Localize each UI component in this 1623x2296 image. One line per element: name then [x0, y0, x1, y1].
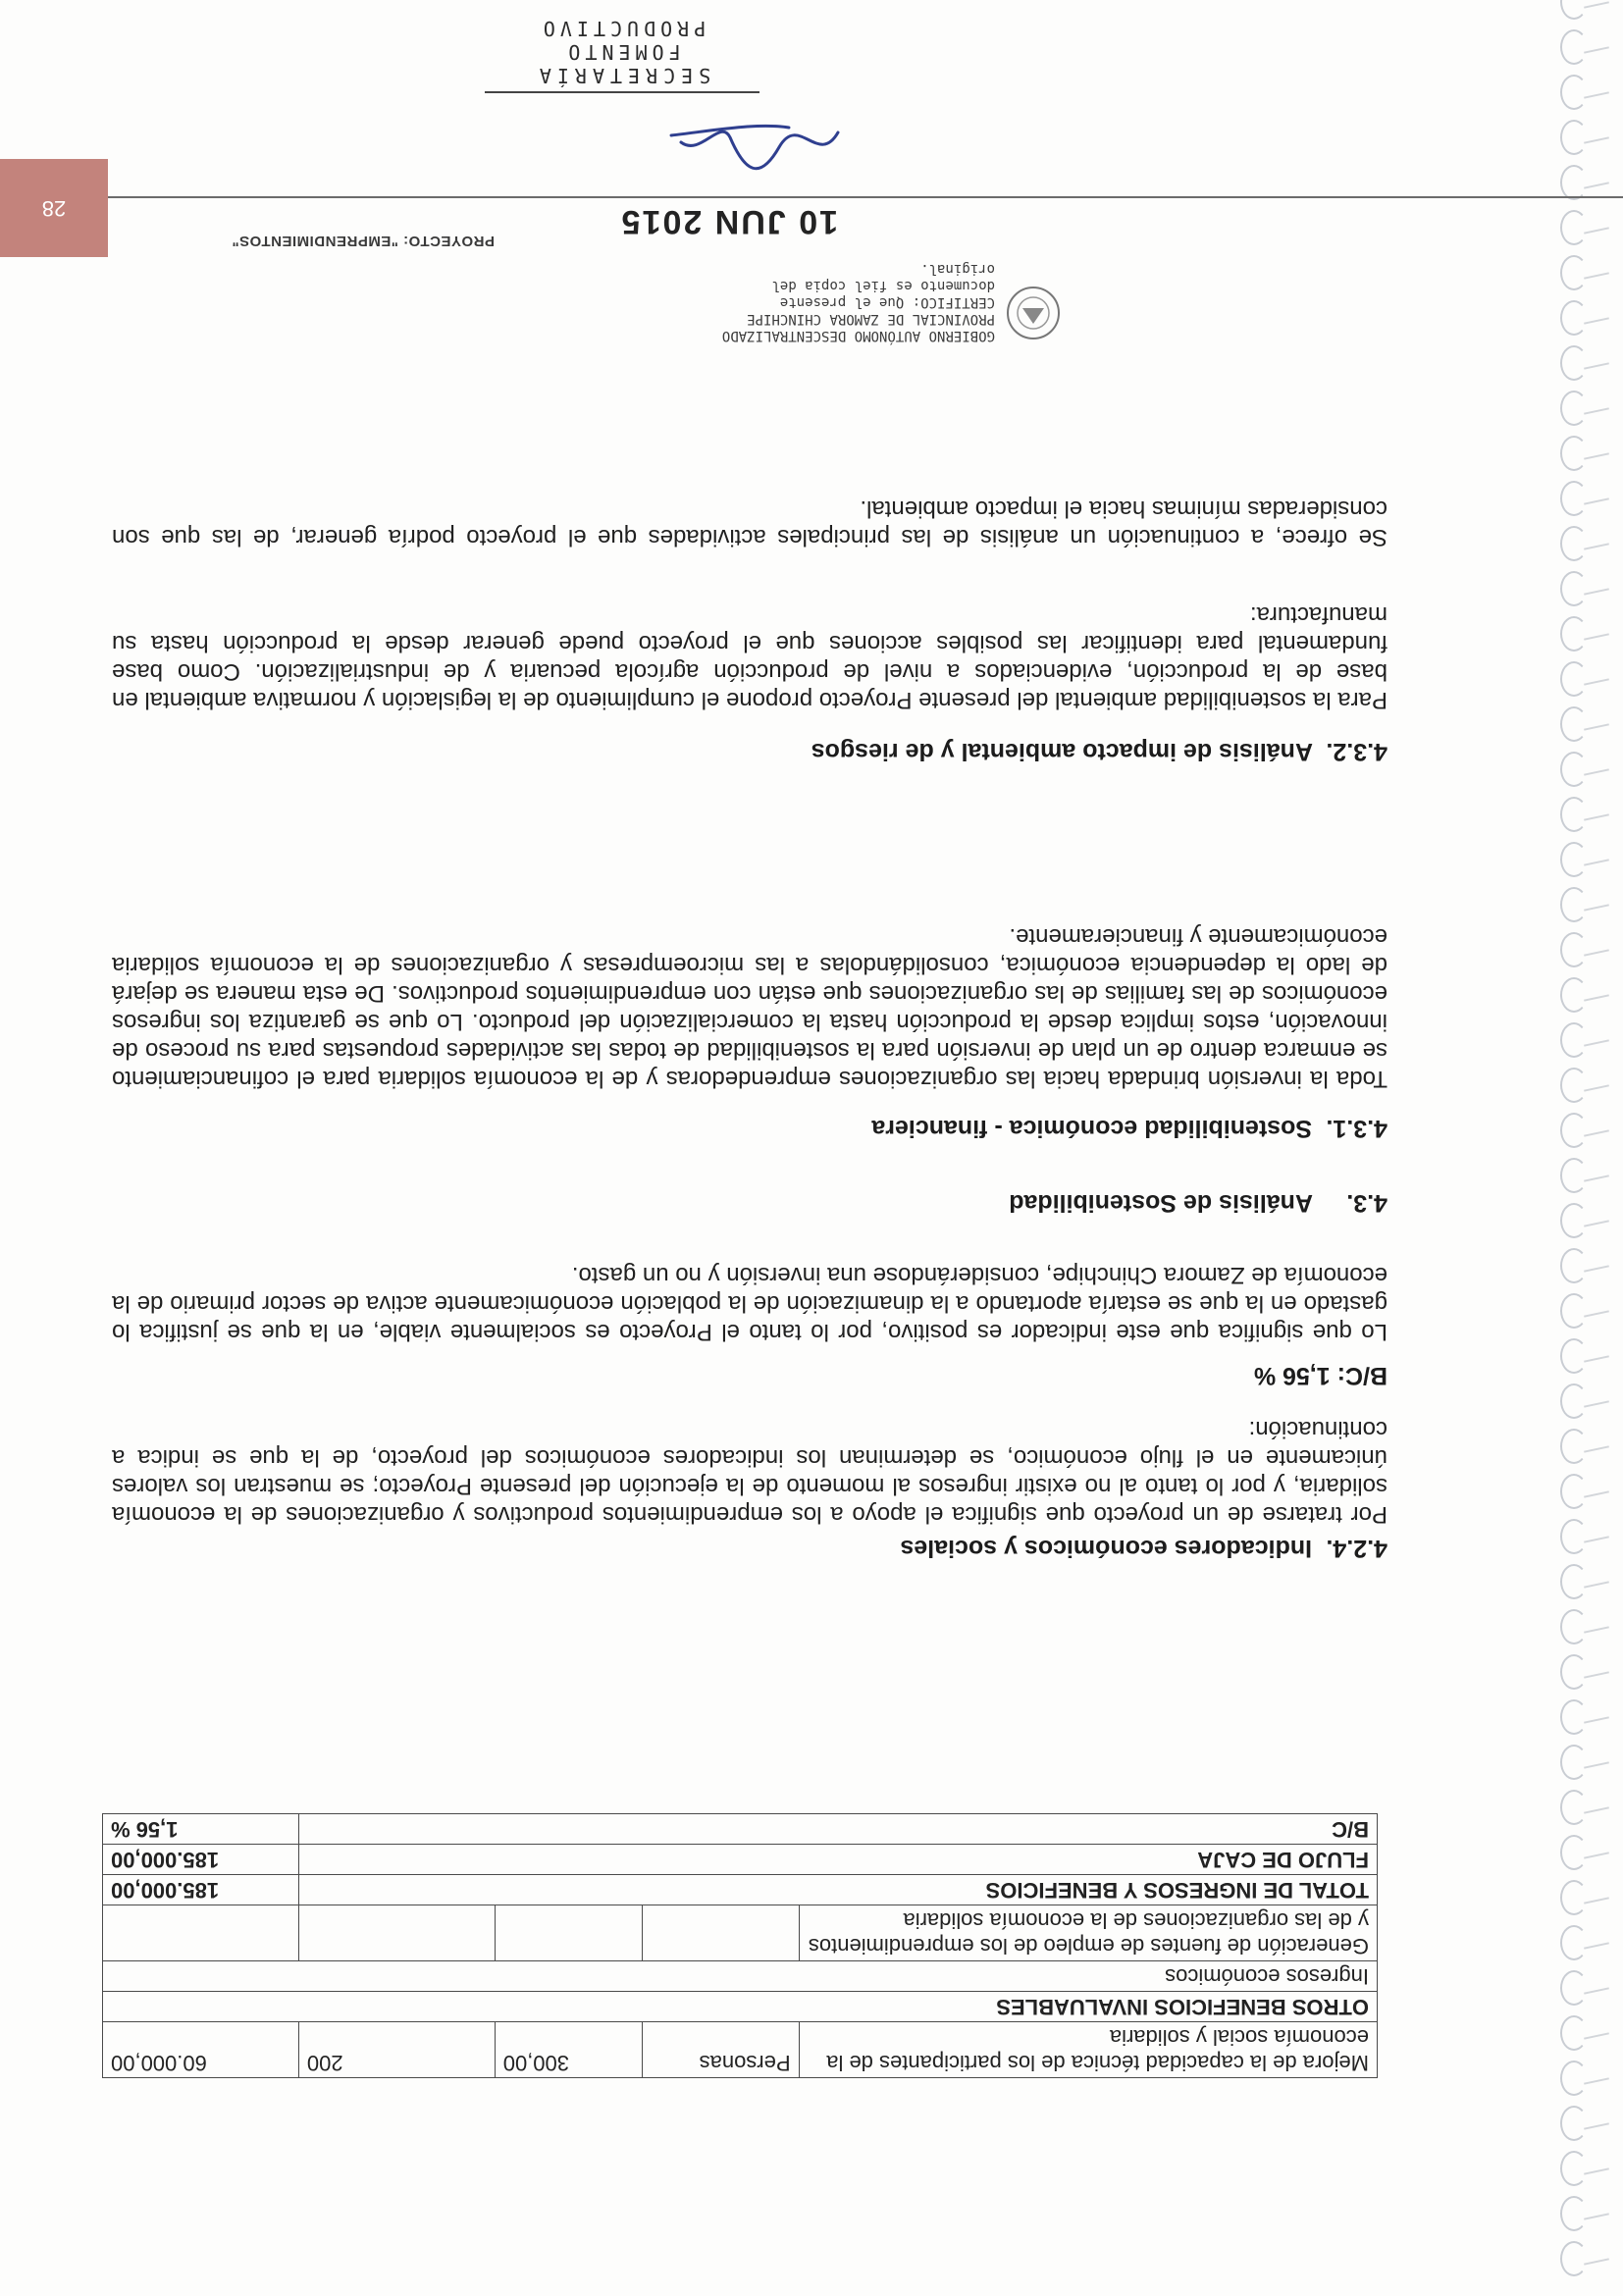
table-cell-label: Ingresos económicos [103, 1961, 1378, 1992]
binding-ring [1560, 1835, 1588, 1870]
binding-ring [1560, 752, 1588, 787]
cert-line: documento es fiel copia del [771, 278, 995, 293]
table-total-row [103, 1875, 1378, 1905]
binding-ring [1560, 1609, 1588, 1644]
table-cell-unit: Personas [642, 2022, 799, 2078]
section-title: Análisis de impacto ambiental y de riesgos [811, 738, 1313, 765]
table-total-value: 1,56 % [103, 1814, 299, 1845]
table-cell-qty [495, 1905, 642, 1961]
paragraph-indicadores: Por tratarse de un proyecto que significa el apoyo a los emprendimientos productivos y organizaciones de la economía solidaria, y por lo tanto al no existir ingresos al momento de la ejecución del presente Proyecto; se muestran los valores únicamente en el flujo económico, se determinan los indicadores económicos del proyecto, de la que se indica a continuación: [112, 1416, 1387, 1528]
binding-ring [1560, 2015, 1588, 2051]
binding-ring [1560, 345, 1588, 381]
paragraph-sostenibilidad: Toda la inversión brindada hacia las organizaciones emprendedoras y de la economía solidaria para el cofinanciamiento se enmarca dentro de un plan de inversión para la sostenibilidad de todas las actividades propuestas para su proceso de innovación, estos implica desde la producción hasta la comercialización del producto. Lo que se garantiza los ingresos económicos de las familias de las organizaciones que están con emprendimientos productivos. De esta manera se dejará de lado la dependencia económica, consolidándolas a las microempresas y organizaciones de la economía solidaria económicamente y financieramente. [112, 923, 1387, 1092]
table-section-row [103, 1992, 1378, 2022]
binding-ring [1560, 1790, 1588, 1825]
table-cell-total: 60.000,00 [103, 2022, 299, 2078]
table-total-label: TOTAL DE INGRESOS Y BENEFICIOS [298, 1875, 1377, 1905]
binding-ring [1560, 165, 1588, 200]
paragraph-impacto-ambiental: Para la sostenibilidad ambiental del presente Proyecto propone el cumplimiento de la legislación y normativa ambiental en base de la producción, evidenciados a nivel de producción agrícola pecuaria y de industrialización. Como base fundamental para identificar las posibles acciones que el proyecto puede generar desde la producción hasta su manufactura: [112, 601, 1387, 713]
table-row [103, 1905, 1378, 1961]
binding-ring [1560, 1203, 1588, 1238]
binding-ring [1560, 0, 1588, 20]
section-number: 4.3.1. [1326, 1115, 1387, 1142]
project-label: PROYECTO: "EMPRENDIMIENTOS" [231, 233, 495, 249]
section-heading-4-3-2 [812, 737, 1387, 765]
section-number: 4.3. [1346, 1189, 1387, 1217]
paragraph-bc: Lo que significa que este indicador es positivo, por lo tanto el Proyecto es socialmente viable, en la que se justifica lo gastado en la que se estaría aportando a la dinamización de la población económicamente activa de sector primario de la economía de Zamora Chinchipe, considerándose una inversión y no un gasto. [112, 1262, 1387, 1345]
binding-ring [1560, 29, 1588, 65]
binding-ring [1560, 1113, 1588, 1148]
table-total-row [103, 1814, 1378, 1845]
table-total-label: B/C [298, 1814, 1377, 1845]
section-number: 4.3.2. [1326, 738, 1387, 765]
table-total-value: 185.000,00 [103, 1845, 299, 1875]
binding-ring [1560, 1925, 1588, 1960]
binding-ring [1560, 616, 1588, 652]
binding-ring [1560, 391, 1588, 426]
section-heading-4-3-1 [871, 1114, 1387, 1142]
certification-stamp [661, 260, 995, 343]
binding-ring [1560, 1338, 1588, 1374]
binding-ring [1560, 571, 1588, 606]
table-row [103, 1961, 1378, 1992]
binding-ring [1560, 1022, 1588, 1058]
bc-indicator: B/C: 1,56 % [1253, 1362, 1387, 1389]
binding-ring [1560, 2151, 1588, 2186]
binding-ring [1560, 436, 1588, 471]
cert-line: original. [920, 261, 995, 277]
binding-ring [1560, 120, 1588, 155]
binding-ring [1560, 661, 1588, 697]
section-title: Indicadores económicos y sociales [900, 1535, 1313, 1562]
binding-ring [1560, 2106, 1588, 2141]
table-cell-label: Mejora de la capacidad técnica de los participantes de la economía social y solidaria [799, 2022, 1377, 2078]
binding-ring [1560, 1745, 1588, 1780]
cert-line: GOBIERNO AUTÓNOMO DESCENTRALIZADO [721, 328, 995, 343]
date-stamp: 10 JUN 2015 [619, 203, 838, 240]
table-cell-price [298, 1905, 495, 1961]
binding-ring [1560, 75, 1588, 110]
binding-ring [1560, 842, 1588, 877]
binding-ring [1560, 1970, 1588, 2006]
secretaria-stamp [485, 17, 759, 93]
binding-ring [1560, 300, 1588, 336]
binding-ring [1560, 1880, 1588, 1915]
binding-ring [1560, 1293, 1588, 1329]
binding-ring [1560, 1429, 1588, 1464]
binding-ring [1560, 2196, 1588, 2231]
table-cell-label: Generación de fuentes de empleo de los emprendimientos y de las organizaciones de la economía solidaria [799, 1905, 1377, 1961]
binding-ring [1560, 1699, 1588, 1735]
paragraph-closing: Se ofrece, a continuación un análisis de las principales actividades que el proyecto podría generar, de las que son consideradas mínimas hacia el impacto ambiental. [112, 496, 1387, 550]
section-title: Análisis de Sostenibilidad [1009, 1189, 1313, 1217]
binding-ring [1560, 797, 1588, 832]
binding-ring [1560, 481, 1588, 516]
table-row [103, 2022, 1378, 2078]
section-heading-4-2-4 [900, 1534, 1387, 1562]
stamp-org-line1: SECRETARÍA [485, 64, 759, 93]
binding-ring [1560, 1383, 1588, 1419]
binding-ring [1560, 2241, 1588, 2276]
binding-ring [1560, 526, 1588, 561]
section-heading-4-3 [1009, 1188, 1387, 1217]
page-number: 28 [41, 196, 67, 221]
benefits-table [102, 1813, 1378, 2078]
section-title: Sostenibilidad económica - financiera [871, 1115, 1313, 1142]
binding-ring [1560, 706, 1588, 742]
binding-ring [1560, 1158, 1588, 1193]
binding-ring [1560, 1474, 1588, 1509]
binding-ring [1560, 1564, 1588, 1599]
spiral-binding [1521, 0, 1609, 2296]
table-cell-total [103, 1905, 299, 1961]
binding-ring [1560, 1068, 1588, 1103]
binding-ring [1560, 932, 1588, 967]
table-total-label: FLUJO DE CAJA [298, 1845, 1377, 1875]
signature-icon [661, 108, 848, 177]
binding-ring [1560, 887, 1588, 922]
table-cell-qty: 300,00 [495, 2022, 642, 2078]
binding-ring [1560, 1654, 1588, 1690]
section-number: 4.2.4. [1326, 1535, 1387, 1562]
binding-ring [1560, 977, 1588, 1013]
cert-line: CERTIFICO: Que el presente [779, 294, 995, 310]
stamp-org-line2: FOMENTO PRODUCTIVO [538, 17, 707, 64]
table-section-label: OTROS BENEFICIOS INVALUABLES [103, 1992, 1378, 2022]
binding-ring [1560, 1519, 1588, 1554]
binding-ring [1560, 2061, 1588, 2096]
seal-icon [1003, 283, 1064, 343]
binding-ring [1560, 1248, 1588, 1283]
binding-ring [1560, 255, 1588, 290]
page-number-tab [0, 159, 108, 257]
table-cell-price: 200 [298, 2022, 495, 2078]
table-cell-unit [642, 1905, 799, 1961]
table-total-row [103, 1845, 1378, 1875]
table-total-value: 185.000,00 [103, 1875, 299, 1905]
cert-line: PROVINCIAL DE ZAMORA CHINCHIPE [747, 311, 995, 327]
